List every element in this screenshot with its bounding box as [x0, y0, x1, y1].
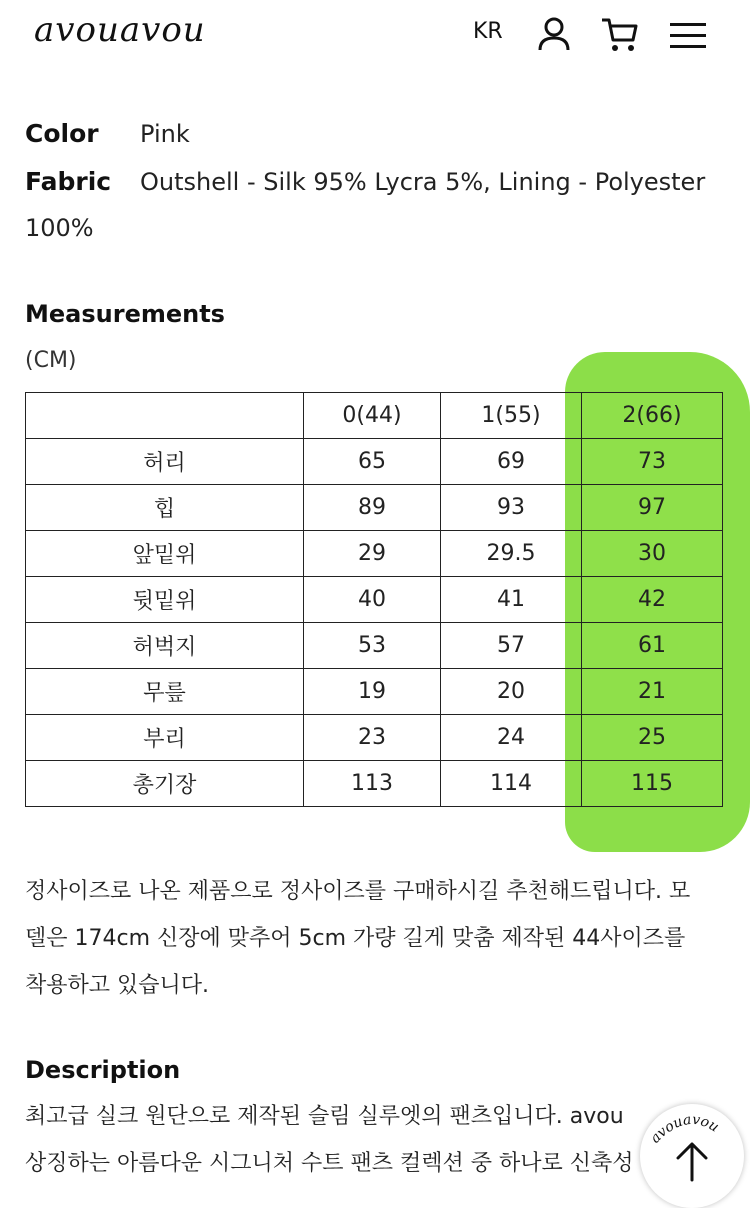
table-header-cell: 0(44) — [304, 393, 441, 439]
fabric-label: Fabric — [25, 167, 112, 196]
table-cell: 113 — [304, 761, 441, 807]
row-label: 뒷밑위 — [26, 577, 304, 623]
table-row — [26, 669, 723, 715]
table-cell: 29 — [304, 531, 441, 577]
size-note-line: 착용하고 있습니다. — [25, 973, 210, 998]
user-icon[interactable] — [537, 16, 571, 52]
row-label: 허리 — [26, 439, 304, 485]
description-line: 최고급 실크 원단으로 제작된 슬림 실루엣의 팬츠입니다. avou — [25, 1104, 624, 1129]
table-header-row — [26, 393, 723, 439]
table-cell: 29.5 — [441, 531, 582, 577]
table-cell: 23 — [304, 715, 441, 761]
table-row — [26, 761, 723, 807]
svg-text:avouavou — [648, 1112, 722, 1147]
color-label: Color — [25, 119, 99, 148]
table-header-cell — [26, 393, 304, 439]
language-switcher[interactable]: KR — [473, 19, 503, 44]
brand-badge-text: avouavou — [648, 1111, 722, 1147]
table-row — [26, 439, 723, 485]
table-cell: 19 — [304, 669, 441, 715]
row-label: 허벅지 — [26, 623, 304, 669]
row-label: 부리 — [26, 715, 304, 761]
table-cell: 57 — [441, 623, 582, 669]
site-header — [0, 0, 750, 80]
table-cell: 24 — [441, 715, 582, 761]
table-row — [26, 715, 723, 761]
table-cell: 30 — [582, 531, 723, 577]
size-note — [25, 868, 725, 1009]
row-label: 총기장 — [26, 761, 304, 807]
table-cell: 61 — [582, 623, 723, 669]
table-row — [26, 623, 723, 669]
table-cell: 115 — [582, 761, 723, 807]
fabric-value: Outshell - Silk 95% Lycra 5%, Lining - Polyester — [140, 168, 706, 196]
brand-badge — [648, 1110, 736, 1150]
description-title: Description — [25, 1056, 181, 1084]
row-label: 앞밑위 — [26, 531, 304, 577]
size-table — [25, 392, 723, 807]
table-cell: 93 — [441, 485, 582, 531]
table-header-cell: 2(66) — [582, 393, 723, 439]
table-cell: 41 — [441, 577, 582, 623]
description-text — [25, 1093, 645, 1187]
size-note-line: 정사이즈로 나온 제품으로 정사이즈를 구매하시길 추천해드립니다. 모 — [25, 879, 691, 904]
table-cell: 89 — [304, 485, 441, 531]
table-cell: 114 — [441, 761, 582, 807]
cart-icon[interactable] — [600, 16, 640, 54]
brand-logo[interactable]: avouavou — [34, 10, 206, 50]
size-note-line: 델은 174cm 신장에 맞추어 5cm 가량 길게 맞춤 제작된 44사이즈를 — [25, 926, 686, 951]
table-cell: 73 — [582, 439, 723, 485]
table-cell: 97 — [582, 485, 723, 531]
table-row — [26, 577, 723, 623]
table-cell: 20 — [441, 669, 582, 715]
table-cell: 65 — [304, 439, 441, 485]
table-row — [26, 485, 723, 531]
measurements-title: Measurements — [25, 300, 225, 328]
table-row — [26, 531, 723, 577]
table-cell: 69 — [441, 439, 582, 485]
scroll-top-button[interactable] — [640, 1104, 744, 1208]
table-header-cell: 1(55) — [441, 393, 582, 439]
color-value: Pink — [140, 120, 190, 148]
table-cell: 21 — [582, 669, 723, 715]
table-cell: 25 — [582, 715, 723, 761]
table-cell: 40 — [304, 577, 441, 623]
description-line: 상징하는 아름다운 시그니처 수트 팬츠 컬렉션 중 하나로 신축성 — [25, 1151, 634, 1176]
row-label: 무릎 — [26, 669, 304, 715]
menu-icon[interactable] — [670, 20, 706, 50]
table-cell: 42 — [582, 577, 723, 623]
row-label: 힙 — [26, 485, 304, 531]
table-cell: 53 — [304, 623, 441, 669]
measurements-unit: (CM) — [25, 348, 77, 373]
fabric-value-cont: 100% — [25, 214, 94, 242]
